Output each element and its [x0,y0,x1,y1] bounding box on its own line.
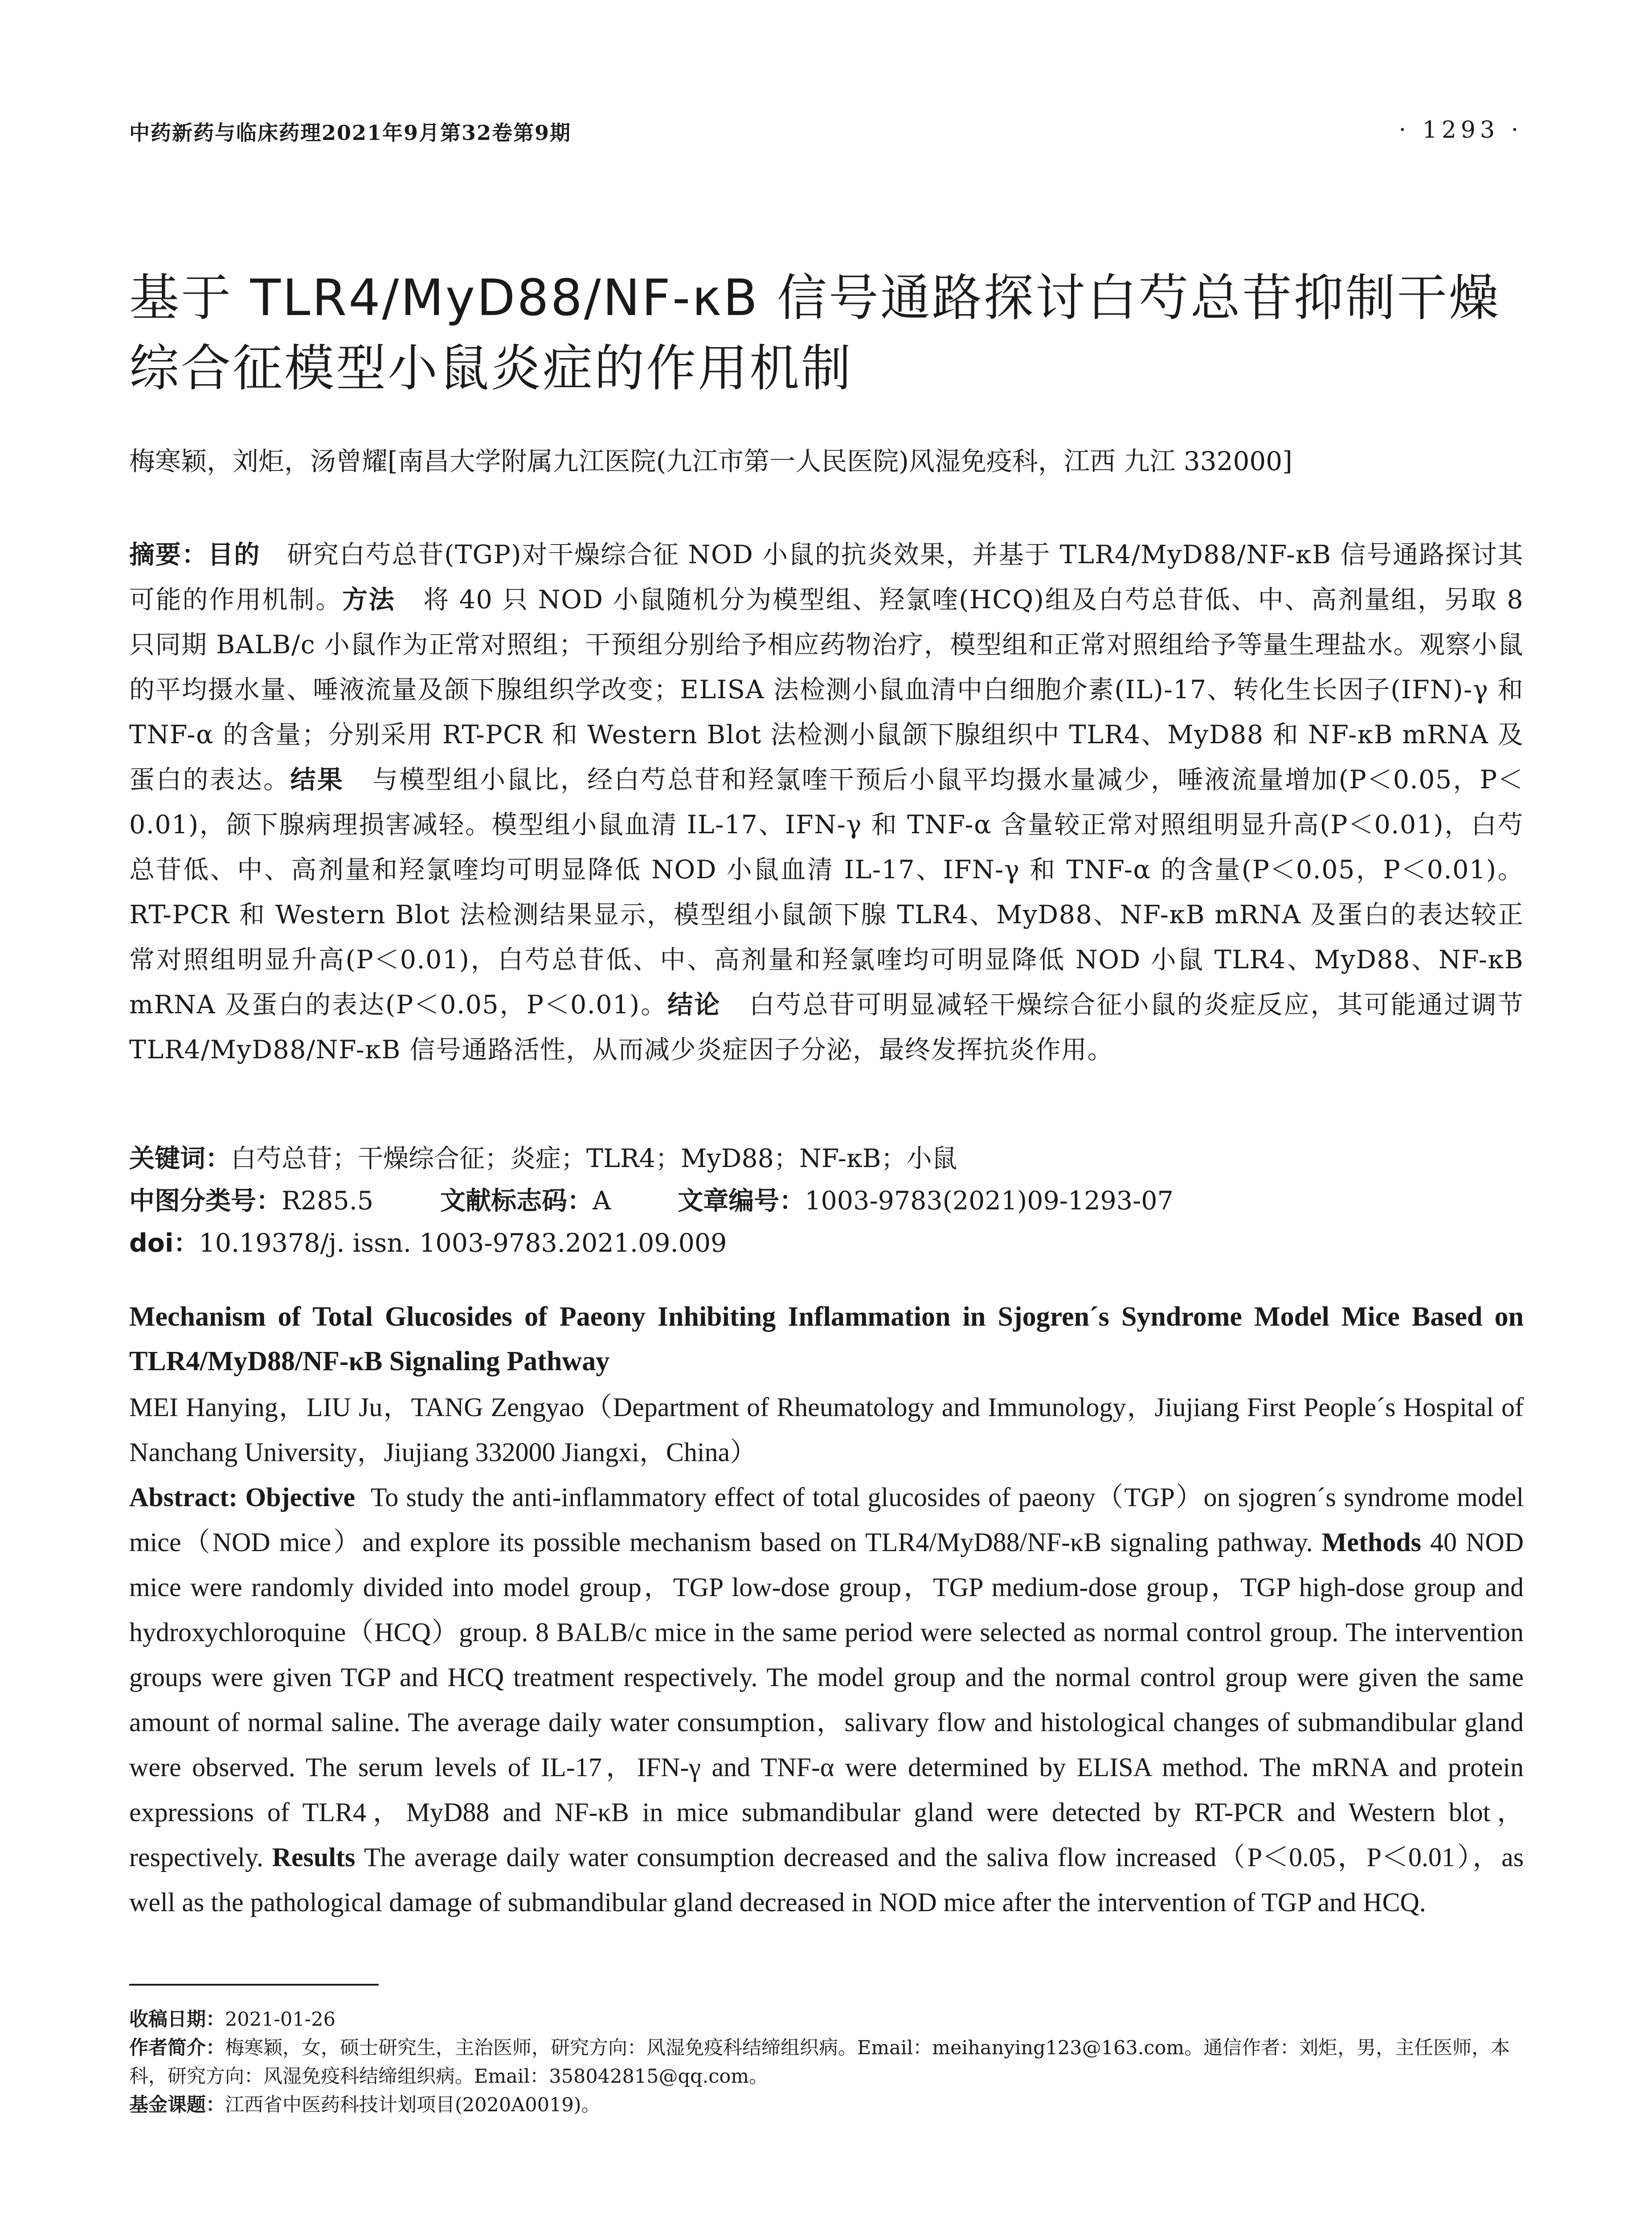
en-results-text: The average daily water consumption decreased and the saliva flow increased（P＜0.05，P＜0.01），as well as the pathological damage of submandibular gland decreased in NOD mice after the intervention of TGP and HCQ. [129,1843,1524,1917]
english-title: Mechanism of Total Glucosides of Paeony Inhibiting Inflammation in Sjogren´s Syndrome Model Mice Based on TLR4/MyD88/NF-κB Signaling Pathway [129,1302,1524,1376]
running-head: 中药新药与临床药理2021年9月第32卷第9期 [129,121,572,145]
clc-label: 中图分类号： [129,1186,282,1216]
footnotes [129,2005,1524,2119]
results-text: 与模型组小鼠比，经白芍总苷和羟氯喹干预后小鼠平均摄水量减少，唾液流量增加(P＜0.05，P＜0.01)，颌下腺病理损害减轻。模型组小鼠血清 IL-17、IFN-γ 和 TNF-α 含量较正常对照组明显升高(P＜0.01)，白芍总苷低、中、高剂量和羟氯喹均可明显降低 NOD 小鼠血清 IL-17、IFN-γ 和 TNF-α 的含量(P＜0.05，P＜0.01)。RT-PCR 和 Western Blot 法检测结果显示，模型组小鼠颌下腺 TLR4、MyD88、NF-κB mRNA 及蛋白的表达较正常对照组明显升高(P＜0.01)，白芍总苷低、中、高剂量和羟氯喹均可明显降低 NOD 小鼠 TLR4、MyD88、NF-κB mRNA 及蛋白的表达(P＜0.05，P＜0.01)。 [129,765,1524,1020]
received-label: 收稿日期： [129,2008,225,2031]
chinese-authors: 梅寒颖，刘炬，汤曾耀[南昌大学附属九江医院(九江市第一人民医院)风湿免疫科，江西 九江 332000] [129,446,1292,476]
conclusion-label: 结论 [667,990,721,1020]
doi-line [129,1225,1524,1261]
chinese-title: 基于 TLR4/MyD88/NF-κB 信号通路探讨白芍总苷抑制干燥综合征模型小鼠炎症的作用机制 [129,269,1501,397]
en-abstract-label: Abstract: [129,1483,238,1512]
methods-text: 将 40 只 NOD 小鼠随机分为模型组、羟氯喹(HCQ)组及白芍总苷低、中、高剂量组，另取 8 只同期 BALB/c 小鼠作为正常对照组；干预组分别给予相应药物治疗，模型组和正常对照组给予等量生理盐水。观察小鼠的平均摄水量、唾液流量及颌下腺组织学改变；ELISA 法检测小鼠血清中白细胞介素(IL)-17、转化生长因子(IFN)-γ 和 TNF-α 的含量；分别采用 RT-PCR 和 Western Blot 法检测小鼠颌下腺组织中 TLR4、MyD88 和 NF-κB mRNA 及蛋白的表达。 [129,585,1524,795]
keywords-label: 关键词： [129,1144,231,1173]
page-number: · 1293 · [1398,117,1523,143]
objective-text: 研究白芍总苷(TGP)对干燥综合征 NOD 小鼠的抗炎效果，并基于 TLR4/MyD88/NF-κB 信号通路探讨其可能的作用机制。 [129,540,1524,614]
objective-label: 目的 [208,540,261,569]
article-no-label: 文章编号： [678,1186,805,1216]
keywords-value: 白芍总苷；干燥综合征；炎症；TLR4；MyD88；NF-κB；小鼠 [231,1144,957,1173]
article-no-value: 1003-9783(2021)09-1293-07 [805,1186,1174,1216]
received-date: 2021-01-26 [225,2008,335,2031]
doi-label: doi： [129,1229,199,1258]
doi-value: 10.19378/j. issn. 1003-9783.2021.09.009 [199,1229,727,1258]
clc-value: R285.5 [282,1186,374,1216]
classification-line [129,1183,1524,1219]
fund-info: 江西省中医药科技计划项目(2020A0019)。 [225,2094,601,2116]
doc-code-value: A [593,1186,611,1216]
fund-label: 基金课题： [129,2094,225,2116]
author-info: 梅寒颖，女，硕士研究生，主治医师，研究方向：风湿免疫科结缔组织病。Email：meihanying123@163.com。通信作者：刘炬，男，主任医师，本科，研究方向：风湿免疫科结缔组织病。Email：358042815@qq.com。 [129,2037,1510,2088]
en-objective-label: Objective [245,1483,356,1512]
conclusion-text: 白芍总苷可明显减轻干燥综合征小鼠的炎症反应，其可能通过调节 TLR4/MyD88/NF-κB 信号通路活性，从而减少炎症因子分泌，最终发挥抗炎作用。 [129,990,1524,1065]
footnote-author [129,2034,1524,2091]
en-methods-text: 40 NOD mice were randomly divided into model group，TGP low-dose group，TGP medium-dose group，TGP high-dose group and hydroxychloroquine（HCQ）group. 8 BALB/c mice in the same period were selected as normal control group. The intervention groups were given TGP and HCQ treatment respectively. The model group and the normal control group were given the same amount of normal saline. The average daily water consumption，salivary flow and histological changes of submandibular gland were observed. The serum levels of IL-17，IFN-γ and TNF-α were determined by ELISA method. The mRNA and protein expressions of TLR4，MyD88 and NF-κB in mice submandibular gland were detected by RT-PCR and Western blot，respectively. [129,1528,1524,1872]
results-label: 结果 [290,765,344,795]
doc-code-label: 文献标志码： [440,1186,593,1216]
methods-label: 方法 [342,585,396,614]
footnote-divider [129,1984,379,1986]
english-abstract [129,1475,1524,1925]
footnote-fund [129,2091,1524,2119]
chinese-abstract [129,532,1524,1073]
english-authors: MEI Hanying，LIU Ju，TANG Zengyao（Department of Rheumatology and Immunology，Jiujiang First People´s Hospital of Nanchang University，Jiujiang 332000 Jiangxi，China） [129,1392,1524,1467]
en-methods-label: Methods [1321,1528,1421,1557]
footnote-received [129,2005,1524,2034]
en-objective-text: To study the anti-inflammatory effect of total glucosides of paeony（TGP）on sjogren´s syndrome model mice（NOD mice）and explore its possible mechanism based on TLR4/MyD88/NF-κB signaling pathway. [129,1483,1524,1557]
author-label: 作者简介： [129,2037,225,2059]
keywords-line [129,1141,1524,1176]
en-results-label: Results [272,1843,356,1872]
abstract-label: 摘要： [129,540,208,569]
